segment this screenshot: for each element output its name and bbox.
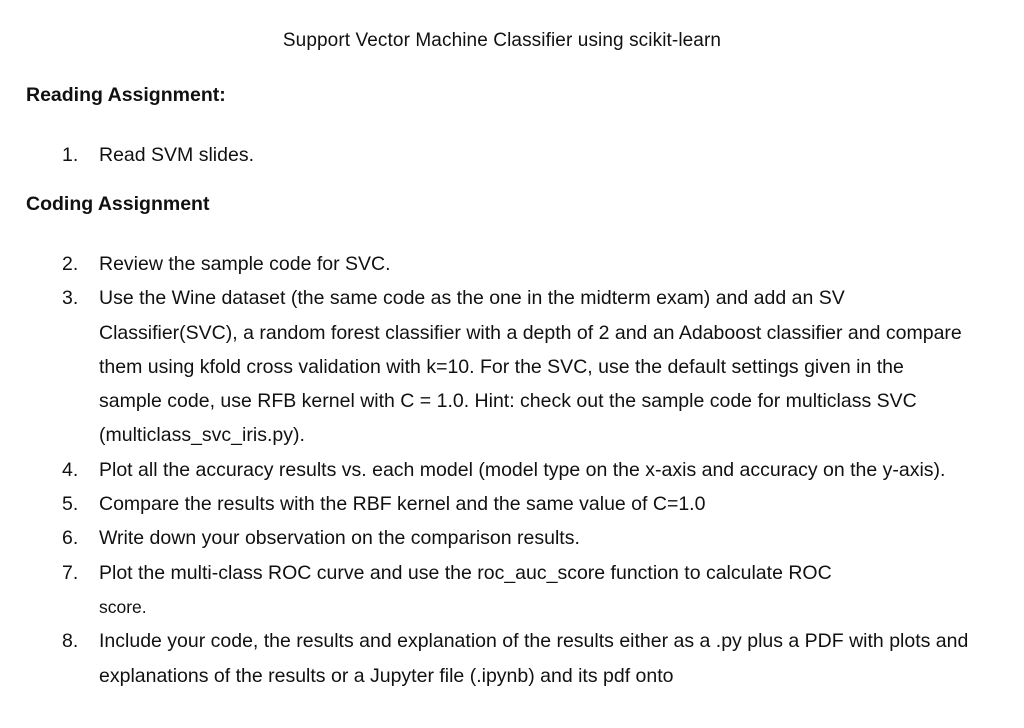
- list-item: [0, 453, 1024, 487]
- coding-assignment-list: [0, 247, 1024, 693]
- item-number: 3.: [62, 287, 79, 310]
- item-number: 7.: [62, 561, 79, 584]
- item-number: 1.: [62, 144, 79, 166]
- item-text: Review the sample code for SVC.: [99, 253, 391, 275]
- list-item: [0, 247, 1024, 281]
- item-text: Compare the results with the RBF kernel and the same value of C=1.0: [99, 493, 706, 516]
- item-text-block: [99, 556, 969, 625]
- list-item: [0, 624, 1024, 693]
- reading-assignment-list: [0, 138, 1024, 172]
- document-title: Support Vector Machine Classifier using scikit-learn: [282, 30, 722, 51]
- list-item: [0, 487, 1024, 521]
- item-text: Include your code, the results and explanation of the results either as a .py plus a PDF with plots and explanations of the results or a Jupyter file (.ipynb) and its pdf onto: [99, 630, 969, 687]
- item-number: 5.: [62, 493, 79, 516]
- item-text: Plot all the accuracy results vs. each model (model type on the x-axis and accuracy on the y-axis).: [99, 458, 946, 481]
- coding-assignment-heading: Coding Assignment: [26, 193, 210, 215]
- reading-assignment-heading: Reading Assignment:: [26, 84, 226, 106]
- list-item: [0, 556, 1024, 625]
- item-text: Read SVM slides.: [99, 144, 254, 166]
- item-number: 2.: [62, 253, 79, 275]
- item-text: Use the Wine dataset (the same code as the one in the midterm exam) and add an SV Classifier(SVC), a random forest classifier with a depth of 2 and an Adaboost classifier and compare them using kfold cross validation with k=10. For the SVC, use the default settings given in the sample code, use RFB kernel with C = 1.0. Hint: check out the sample code for multiclass SVC (multiclass_svc_iris.py).: [99, 287, 962, 447]
- item-number: 6.: [62, 527, 79, 550]
- list-item: [0, 521, 1024, 555]
- item-number: 8.: [62, 630, 79, 653]
- list-item: [0, 138, 1024, 172]
- item-text-continuation: score.: [99, 596, 147, 617]
- item-number: 4.: [62, 458, 79, 481]
- item-text: Write down your observation on the comparison results.: [99, 527, 580, 550]
- item-text: Plot the multi-class ROC curve and use the roc_auc_score function to calculate ROC: [99, 561, 832, 584]
- list-item: [0, 281, 1024, 452]
